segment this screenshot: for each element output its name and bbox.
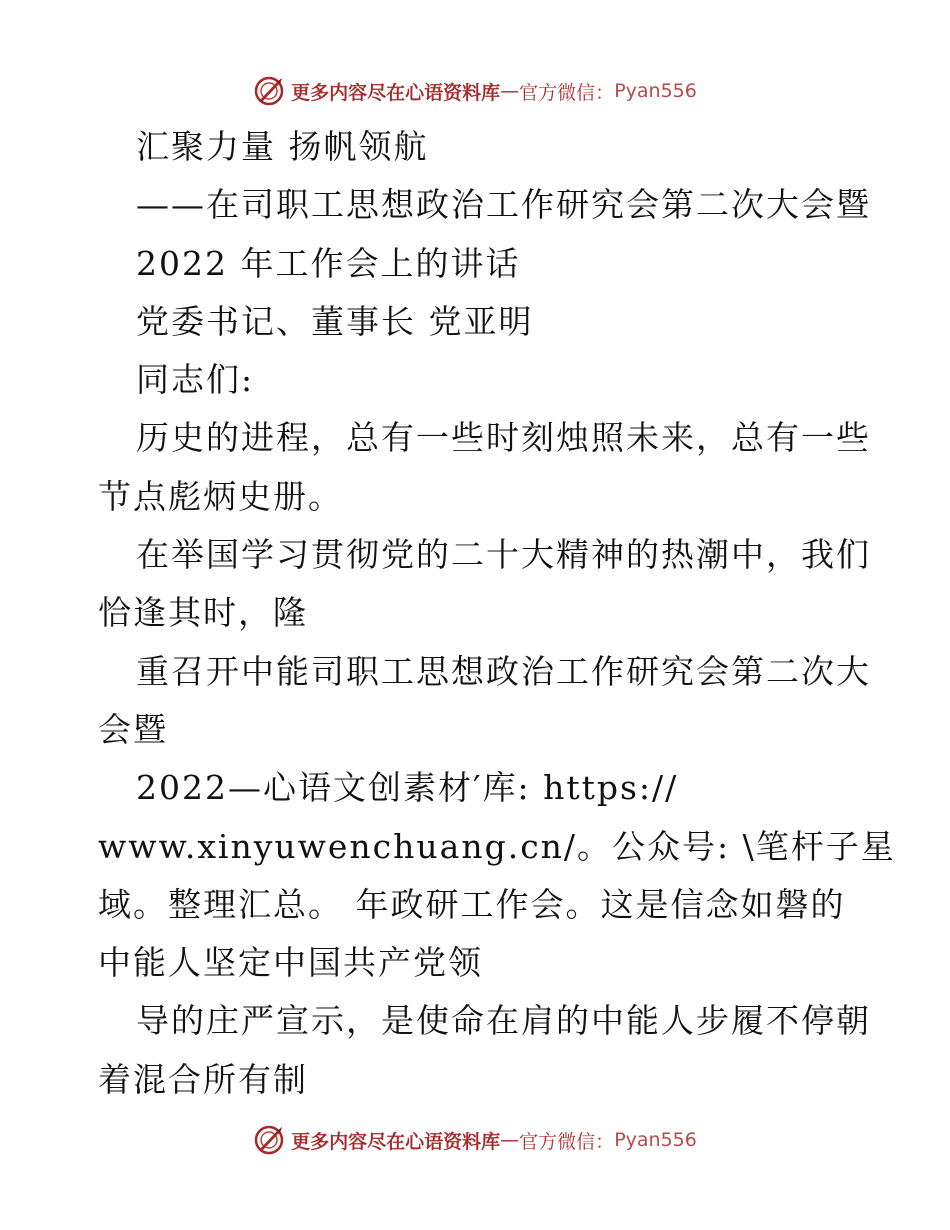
banner-wechat-id: Pyan556: [614, 80, 697, 102]
paragraph-line: 重召开中能司职工思想政治工作研究会第二次大: [136, 651, 871, 691]
paragraph-line: www.xinyuwenchuang.cn/。公众号: \笔杆子星: [98, 826, 896, 866]
paragraph-line: 导的庄严宣示，是使命在肩的中能人步履不停朝: [136, 1001, 871, 1041]
doc-salutation: 同志们:: [136, 360, 255, 400]
header-banner: [0, 71, 950, 111]
banner-separator: —: [500, 1129, 519, 1151]
doc-author: 党委书记、董事长 党亚明: [136, 301, 534, 341]
doc-title: 汇聚力量 扬帆领航: [136, 127, 429, 166]
paragraph-line: 节点彪炳史册。: [98, 476, 343, 516]
doc-subtitle: ——在司职工思想政治工作研究会第二次大会暨: [136, 185, 871, 225]
banner-main-text: 更多内容尽在心语资料库: [291, 1130, 501, 1153]
footer-banner: [0, 1120, 950, 1160]
paragraph-line: 2022—心语文创素材′库: https://: [136, 768, 679, 808]
paragraph-line: 中能人坚定中国共产党领: [98, 943, 483, 983]
banner-wechat-label: 官方微信：: [519, 81, 615, 104]
quill-logo-icon: [253, 75, 285, 107]
banner-wechat-id: Pyan556: [614, 1129, 697, 1151]
quill-logo-icon: [253, 1124, 285, 1156]
banner-separator: —: [500, 80, 519, 102]
paragraph-line: 域。整理汇总。 年政研工作会。这是信念如磐的: [98, 884, 846, 924]
paragraph-line: 历史的进程，总有一些时刻烛照未来，总有一些: [136, 418, 871, 458]
paragraph-line: 着混合所有制: [98, 1059, 308, 1099]
banner-main-text: 更多内容尽在心语资料库: [291, 81, 501, 104]
doc-subtitle-cont: 2022 年工作会上的讲话: [136, 243, 521, 283]
document-body: [98, 118, 896, 1109]
paragraph-line: 恰逢其时，隆: [98, 593, 308, 633]
paragraph-line: 会暨: [98, 709, 168, 749]
paragraph-line: 在举国学习贯彻党的二十大精神的热潮中，我们: [136, 535, 871, 575]
banner-wechat-label: 官方微信：: [519, 1130, 615, 1153]
